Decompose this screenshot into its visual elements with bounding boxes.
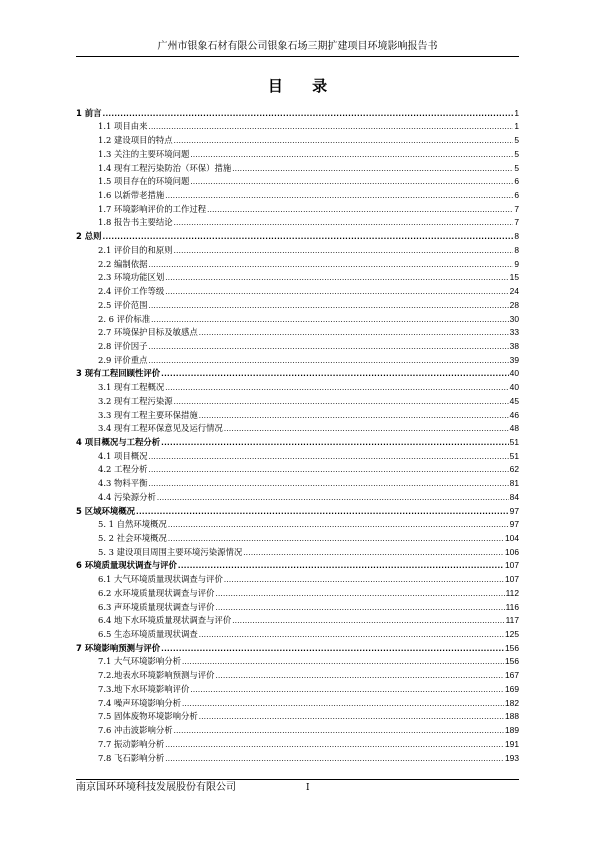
toc-entry-label: 2.1 评价目的和原则 [98, 244, 173, 255]
toc-section-entry[interactable] [76, 173, 519, 187]
toc-entry-label: 2.8 评价因子 [98, 340, 148, 351]
toc-dot-leader [136, 506, 509, 516]
toc-entry-page: 1 [514, 107, 519, 118]
toc-entry-page: 104 [505, 533, 519, 543]
toc-entry-page: 40 [509, 368, 519, 379]
toc-entry-page: 188 [505, 711, 519, 722]
toc-section-entry[interactable] [76, 680, 519, 694]
toc-entry-page: 81 [509, 478, 519, 489]
toc-entry-label: 1.4 现有工程污染防治（环保）措施 [98, 162, 232, 173]
toc-entry-label: 7.2.地表水环境影响预测与评价 [98, 670, 215, 681]
toc-dot-leader [224, 423, 509, 433]
toc-entry-label: 1 前言 [76, 107, 102, 118]
toc-entry-page: 45 [509, 395, 519, 406]
toc-entry-page: 116 [505, 601, 519, 612]
toc-entry-label: 2.3 环境功能区划 [98, 272, 165, 283]
toc-entry-label: 7.5 固体废物环境影响分析 [98, 711, 198, 722]
toc-entry-page: 182 [505, 697, 519, 708]
toc-dot-leader [165, 753, 504, 763]
toc-section-entry[interactable] [76, 694, 519, 708]
toc-entry-label: 2.2 编制依据 [98, 258, 148, 269]
toc-dot-leader [148, 355, 508, 365]
toc-entry-page: 5 [514, 135, 519, 146]
toc-section-entry[interactable] [76, 625, 519, 639]
toc-dot-leader [161, 643, 504, 653]
toc-dot-leader [215, 602, 504, 612]
toc-dot-leader [215, 588, 504, 598]
toc-entry-page: 97 [509, 505, 519, 516]
toc-dot-leader [161, 437, 509, 447]
toc-entry-page: 9 [514, 258, 519, 269]
toc-entry-page: 8 [514, 244, 519, 255]
table-of-contents [76, 104, 519, 763]
toc-section-entry[interactable] [76, 749, 519, 763]
toc-section-entry[interactable] [76, 721, 519, 735]
toc-dot-leader [174, 217, 514, 227]
toc-dot-leader [199, 711, 504, 721]
toc-section-entry[interactable] [76, 516, 519, 530]
toc-entry-page: 48 [509, 423, 519, 434]
toc-section-entry[interactable] [76, 310, 519, 324]
toc-entry-label: 2.5 评价范围 [98, 299, 148, 310]
toc-entry-page: 33 [509, 327, 519, 338]
toc-entry-page: 8 [514, 231, 519, 242]
toc-dot-leader [168, 533, 504, 543]
toc-section-entry[interactable] [76, 406, 519, 420]
toc-entry-label: 5. 2 社会环境概况 [98, 533, 167, 543]
toc-dot-leader [148, 259, 513, 269]
toc-dot-leader [165, 739, 504, 749]
toc-section-entry[interactable] [76, 529, 519, 543]
toc-entry-page: 38 [509, 340, 519, 351]
toc-entry-page: 51 [509, 436, 519, 447]
toc-entry-page: 97 [509, 519, 519, 530]
toc-section-entry[interactable] [76, 488, 519, 502]
toc-entry-label: 6.2 水环境质量现状调查与评价 [98, 587, 215, 598]
footer-divider [76, 779, 519, 780]
toc-dot-leader [151, 314, 509, 324]
toc-section-entry[interactable] [76, 392, 519, 406]
toc-section-entry[interactable] [76, 282, 519, 296]
toc-entry-page: 5 [514, 148, 519, 159]
toc-dot-leader [165, 190, 513, 200]
toc-dot-leader [215, 670, 504, 680]
toc-chapter-entry[interactable] [76, 502, 519, 516]
toc-entry-page: 39 [509, 354, 519, 365]
toc-entry-label: 7.3.地下水环境影响评价 [98, 683, 190, 694]
toc-entry-label: 2.4 评价工作等级 [98, 286, 165, 297]
toc-section-entry[interactable] [76, 145, 519, 159]
toc-entry-label: 4.1 项目概况 [98, 450, 148, 461]
toc-entry-label: 2 总则 [76, 231, 102, 242]
toc-section-entry[interactable] [76, 474, 519, 488]
toc-chapter-entry[interactable] [76, 365, 519, 379]
toc-dot-leader [148, 451, 508, 461]
toc-dot-leader [199, 327, 509, 337]
toc-entry-page: 191 [505, 738, 519, 749]
toc-entry-label: 1.3 关注的主要环境问题 [98, 148, 190, 159]
toc-entry-label: 3 现有工程回顾性评价 [76, 368, 161, 379]
toc-entry-label: 4 项目概况与工程分析 [76, 436, 161, 447]
toc-chapter-entry[interactable] [76, 104, 519, 118]
toc-dot-leader [174, 396, 509, 406]
toc-dot-leader [190, 684, 504, 694]
toc-entry-label: 6.4 地下水环境质量现状调查与评价 [98, 615, 232, 626]
toc-entry-page: 156 [505, 642, 519, 653]
toc-dot-leader [232, 163, 513, 173]
toc-entry-label: 7 环境影响预测与评价 [76, 642, 161, 653]
toc-entry-label: 1.5 项目存在的环境问题 [98, 176, 190, 187]
header-divider [76, 56, 519, 57]
toc-entry-page: 112 [505, 587, 519, 598]
toc-entry-label: 6.5 生态环境质量现状调查 [98, 629, 198, 640]
toc-entry-page: 51 [509, 450, 519, 461]
toc-entry-page: 167 [505, 670, 519, 681]
toc-entry-label: 4.3 物料平衡 [98, 478, 148, 489]
toc-entry-label: 3.4 现有工程环保意见及运行情况 [98, 423, 223, 434]
toc-dot-leader [199, 410, 509, 420]
toc-entry-page: 24 [509, 286, 519, 297]
toc-dot-leader [243, 547, 504, 557]
toc-entry-label: 1.8 报告书主要结论 [98, 217, 173, 228]
toc-entry-label: 3.3 现有工程主要环保措施 [98, 409, 198, 420]
toc-entry-page: 30 [509, 313, 519, 324]
toc-section-entry[interactable] [76, 447, 519, 461]
toc-entry-page: 28 [509, 299, 519, 310]
toc-section-entry[interactable] [76, 351, 519, 365]
toc-section-entry[interactable] [76, 337, 519, 351]
toc-dot-leader [168, 519, 509, 529]
toc-entry-page: 117 [505, 615, 519, 626]
toc-entry-page: 125 [505, 629, 519, 640]
toc-dot-leader [165, 286, 508, 296]
toc-dot-leader [182, 656, 504, 666]
toc-entry-page: 62 [509, 464, 519, 475]
toc-entry-label: 1.2 建设项目的特点 [98, 135, 173, 146]
toc-entry-label: 1.7 环境影响评价的工作过程 [98, 203, 207, 214]
toc-entry-page: 107 [505, 574, 519, 585]
toc-entry-label: 3.1 现有工程概况 [98, 382, 165, 393]
toc-section-entry[interactable] [76, 461, 519, 475]
footer-company: 南京国环环境科技发展股份有限公司 [76, 782, 236, 793]
toc-dot-leader [148, 464, 508, 474]
toc-chapter-entry[interactable] [76, 639, 519, 653]
toc-entry-page: 46 [509, 409, 519, 420]
toc-section-entry[interactable] [76, 214, 519, 228]
toc-entry-label: 5. 3 建设项目周围主要环境污染源情况 [98, 546, 243, 557]
toc-entry-page: 189 [505, 725, 519, 736]
toc-section-entry[interactable] [76, 200, 519, 214]
toc-dot-leader [190, 149, 513, 159]
toc-dot-leader [174, 245, 514, 255]
toc-dot-leader [157, 492, 509, 502]
toc-chapter-entry[interactable] [76, 433, 519, 447]
toc-entry-page: 107 [505, 560, 519, 571]
toc-entry-page: 7 [514, 203, 519, 214]
toc-entry-label: 5. 1 自然环境概况 [98, 519, 167, 530]
toc-entry-page: 106 [505, 546, 519, 557]
toc-section-entry[interactable] [76, 255, 519, 269]
toc-section-entry[interactable] [76, 269, 519, 283]
toc-dot-leader [165, 272, 508, 282]
toc-entry-label: 4.4 污染源分析 [98, 491, 156, 502]
toc-entry-label: 2.7 环境保护目标及敏感点 [98, 327, 198, 338]
toc-section-entry[interactable] [76, 570, 519, 584]
toc-entry-page: 15 [509, 272, 519, 283]
toc-section-entry[interactable] [76, 598, 519, 612]
toc-section-entry[interactable] [76, 131, 519, 145]
toc-entry-page: 6 [514, 176, 519, 187]
toc-dot-leader [174, 135, 514, 145]
toc-section-entry[interactable] [76, 378, 519, 392]
toc-section-entry[interactable] [76, 708, 519, 722]
toc-section-entry[interactable] [76, 735, 519, 749]
toc-dot-leader [103, 231, 514, 241]
toc-entry-label: 1.1 项目由来 [98, 121, 148, 132]
toc-dot-leader [148, 121, 513, 131]
toc-dot-leader [199, 629, 504, 639]
running-header: 广州市银象石材有限公司银象石场三期扩建项目环境影响报告书 [157, 41, 438, 52]
toc-section-entry[interactable] [76, 666, 519, 680]
toc-dot-leader [165, 382, 508, 392]
footer-page-number: I [306, 783, 310, 793]
toc-dot-leader [232, 615, 504, 625]
toc-chapter-entry[interactable] [76, 227, 519, 241]
toc-section-entry[interactable] [76, 241, 519, 255]
toc-entry-label: 3.2 现有工程污染源 [98, 395, 173, 406]
toc-section-entry[interactable] [76, 186, 519, 200]
page-title: 目 录 [267, 77, 340, 95]
toc-entry-label: 5 区域环境概况 [76, 505, 135, 516]
toc-chapter-entry[interactable] [76, 557, 519, 571]
toc-dot-leader [224, 574, 504, 584]
toc-entry-label: 4.2 工程分析 [98, 464, 148, 475]
toc-section-entry[interactable] [76, 584, 519, 598]
toc-entry-page: 1 [514, 121, 519, 132]
toc-entry-label: 7.7 振动影响分析 [98, 738, 165, 749]
toc-entry-page: 169 [505, 683, 519, 694]
toc-dot-leader [207, 204, 513, 214]
toc-entry-page: 6 [514, 190, 519, 201]
toc-entry-label: 6 环境质量现状调查与评价 [76, 560, 177, 571]
toc-entry-page: 84 [509, 491, 519, 502]
toc-entry-label: 2.9 评价重点 [98, 354, 148, 365]
toc-section-entry[interactable] [76, 653, 519, 667]
toc-entry-label: 7.6 冲击波影响分析 [98, 725, 173, 736]
toc-entry-page: 7 [514, 217, 519, 228]
toc-entry-label: 6.1 大气环境质量现状调查与评价 [98, 574, 223, 585]
toc-dot-leader [182, 698, 504, 708]
toc-entry-page: 5 [514, 162, 519, 173]
toc-entry-label: 7.4 噪声环境影响分析 [98, 697, 181, 708]
toc-entry-page: 193 [505, 752, 519, 763]
toc-dot-leader [174, 725, 504, 735]
toc-entry-label: 1.6 以新带老措施 [98, 190, 165, 201]
toc-section-entry[interactable] [76, 420, 519, 434]
toc-dot-leader [148, 300, 508, 310]
toc-dot-leader [148, 341, 508, 351]
toc-entry-label: 7.8 飞石影响分析 [98, 752, 165, 763]
toc-dot-leader [190, 176, 513, 186]
toc-entry-label: 7.1 大气环境影响分析 [98, 656, 181, 667]
toc-dot-leader [161, 368, 509, 378]
toc-section-entry[interactable] [76, 296, 519, 310]
toc-dot-leader [178, 560, 504, 570]
toc-section-entry[interactable] [76, 324, 519, 338]
toc-section-entry[interactable] [76, 612, 519, 626]
toc-entry-label: 2. 6 评价标准 [98, 313, 151, 324]
toc-entry-page: 156 [505, 656, 519, 667]
toc-section-entry[interactable] [76, 118, 519, 132]
toc-entry-label: 6.3 声环境质量现状调查与评价 [98, 601, 215, 612]
toc-dot-leader [103, 108, 514, 118]
toc-section-entry[interactable] [76, 159, 519, 173]
toc-entry-page: 40 [509, 382, 519, 393]
toc-dot-leader [148, 478, 508, 488]
toc-section-entry[interactable] [76, 543, 519, 557]
